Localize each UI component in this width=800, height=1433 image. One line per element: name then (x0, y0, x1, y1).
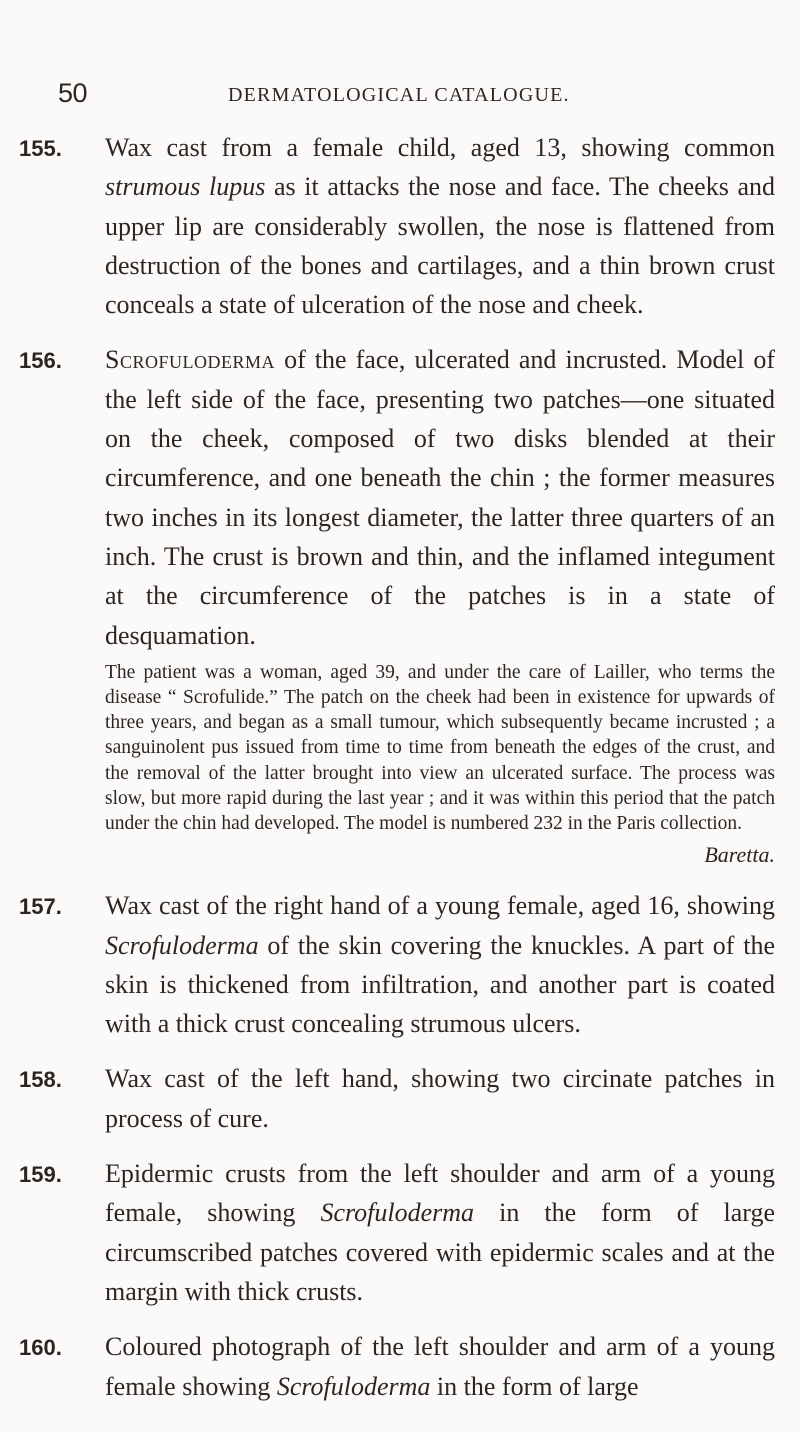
entry-text: Coloured photograph of the left shoulder and arm of a young female showing Scrofuloderma in the form of large (105, 1332, 775, 1401)
signature: Baretta. (704, 842, 775, 868)
entry-156 (19, 340, 775, 654)
entry-number: 156. (19, 348, 62, 374)
page-number: 50 (58, 78, 88, 108)
entry-155 (19, 128, 775, 324)
entry-160 (19, 1327, 775, 1406)
entry-number: 155. (19, 136, 62, 161)
entry-157 (19, 886, 775, 1043)
entry-text: Wax cast of the right hand of a young female, aged 16, showing Scrofuloderma of the skin covering the knuckles. A part of the skin is thickened from infiltration, and another part is coated with a thick crust concealing strumous ulcers. (105, 891, 775, 1039)
entry-text: Epidermic crusts from the left shoulder and arm of a young female, showing Scrofuloderma in the form of large circumscribed patches covered with epidermic scales and at the margin with thick crusts. (105, 1159, 776, 1306)
entry-text: Wax cast of the left hand, showing two circinate patches in process of cure. (105, 1064, 775, 1133)
entry-158 (19, 1059, 775, 1138)
entry-text: Wax cast from a female child, aged 13, showing common strumous lupus as it attacks the nose and face. The cheeks and upper lip are considerably swollen, the nose is flattened from destruction of the bones and cartilages, and a thin brown crust conceals a state of ulceration of the nose and cheek. (105, 133, 775, 320)
running-title: DERMATOLOGICAL CATALOGUE. (228, 84, 570, 106)
running-head (58, 78, 758, 108)
entry-number: 159. (19, 1162, 62, 1188)
entry-text: Scrofuloderma of the face, ulcerated and incrusted. Model of the left side of the face, presenting two patches—one situated on the cheek, composed of two disks blended at their circumference, and one beneath the chin ; the former measures two inches in its longest diameter, the latter three quarters of an inch. The crust is brown and thin, and the inflamed integument at the circumference of the patches is in a state of desquamation. (105, 345, 775, 650)
entry-number: 158. (19, 1067, 62, 1093)
entry-number: 157. (19, 894, 62, 920)
catalogue-entries (0, 128, 800, 1406)
entry-number: 160. (19, 1335, 62, 1361)
case-note: The patient was a woman, aged 39, and under the care of Lailler, who terms the disease “ Scrofulide.” The patch on the cheek had been in existence for upwards of three years, and began as a small tumour, which subsequently became incrusted ; a sanguinolent pus issued from time to time from beneath the edges of the crust, and the removal of the latter brought into view an ulcerated surface. The process was slow, but more rapid during the last year ; and it was within this period that the patch under the chin had developed. The model is numbered 232 in the Paris collection. (105, 661, 775, 835)
entry-159 (19, 1154, 776, 1311)
